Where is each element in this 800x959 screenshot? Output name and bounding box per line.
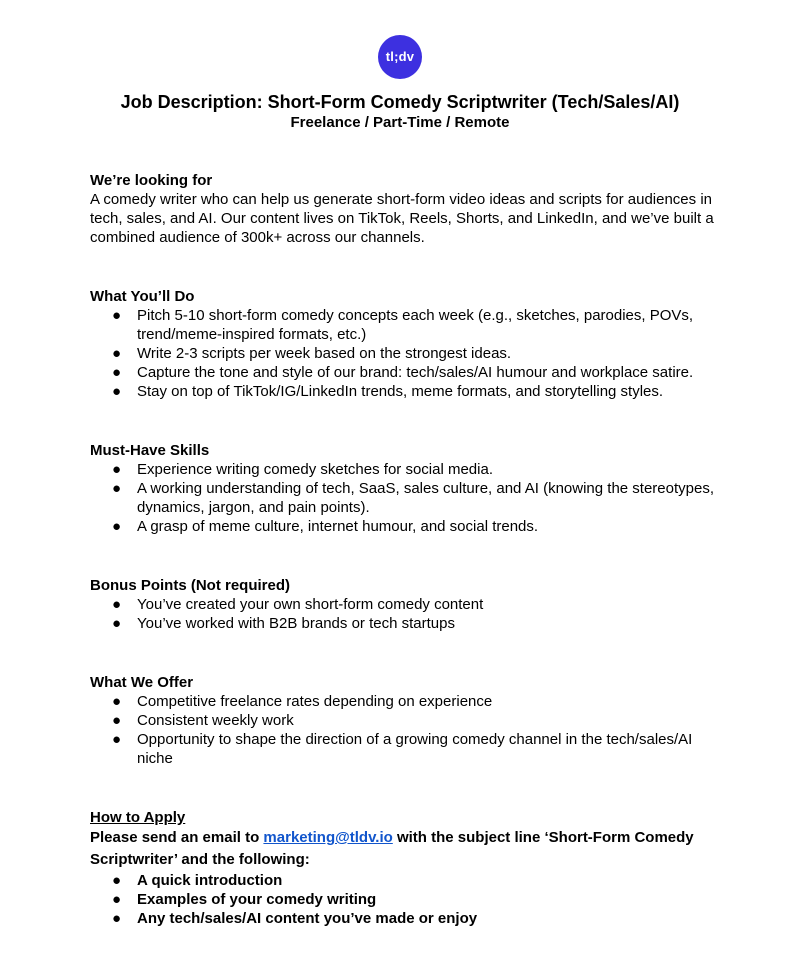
- section-heading: Bonus Points (Not required): [90, 577, 290, 594]
- bullet-icon: ●: [112, 712, 122, 729]
- bullet-icon: ●: [112, 480, 122, 497]
- list-item: ● A grasp of meme culture, internet humour, and social trends.: [112, 518, 539, 535]
- section-heading: What We Offer: [90, 674, 194, 691]
- section-heading: What You’ll Do: [90, 288, 195, 305]
- bullet-list: [90, 595, 715, 633]
- list-item: ● Pitch 5-10 short-form comedy concepts each week (e.g., sketches, parodies, POVs, trend/meme-inspired formats, etc.): [112, 307, 694, 343]
- section-bonus: [90, 576, 715, 633]
- bullet-list: [90, 460, 715, 536]
- bullet-list: [90, 871, 715, 928]
- list-item: ● Stay on top of TikTok/IG/LinkedIn trends, meme formats, and storytelling styles.: [112, 383, 664, 400]
- apply-instructions: Please send an email to marketing@tldv.io with the subject line ‘Short-Form Comedy Scriptwriter’ and the following:: [90, 829, 694, 868]
- bullet-icon: ●: [112, 872, 122, 889]
- bullet-list: [90, 306, 715, 401]
- list-item: ● Examples of your comedy writing: [112, 891, 377, 908]
- list-item: ● Write 2-3 scripts per week based on the strongest ideas.: [112, 345, 512, 362]
- bullet-icon: ●: [112, 383, 122, 400]
- section-looking-for: [90, 171, 715, 247]
- section-how-to-apply: [90, 808, 715, 928]
- page-title: Job Description: Short-Form Comedy Scriptwriter (Tech/Sales/AI): [120, 92, 680, 112]
- section-heading: We’re looking for: [90, 172, 213, 189]
- list-item: ● You’ve created your own short-form comedy content: [112, 596, 484, 613]
- bullet-list: [90, 692, 715, 768]
- bullet-icon: ●: [112, 910, 122, 927]
- section-paragraph: A comedy writer who can help us generate short-form video ideas and scripts for audiences in tech, sales, and AI. Our content lives on TikTok, Reels, Shorts, and LinkedIn, and we’ve built a combined audience of 300k+ across our channels.: [90, 191, 714, 246]
- list-item: ● A quick introduction: [112, 872, 283, 889]
- list-item: ● Experience writing comedy sketches for social media.: [112, 461, 493, 478]
- list-item: ● Consistent weekly work: [112, 712, 294, 729]
- section-offer: [90, 673, 715, 768]
- tldv-logo: tl;dv: [378, 35, 422, 79]
- bullet-icon: ●: [112, 693, 122, 710]
- bullet-icon: ●: [112, 518, 122, 535]
- list-item: ● Opportunity to shape the direction of a growing comedy channel in the tech/sales/AI niche: [112, 731, 693, 767]
- email-link[interactable]: marketing@tldv.io: [263, 829, 393, 846]
- section-must-have: [90, 441, 715, 536]
- list-item: ● You’ve worked with B2B brands or tech startups: [112, 615, 455, 632]
- section-heading: How to Apply: [90, 809, 186, 826]
- bullet-icon: ●: [112, 461, 122, 478]
- list-item: ● A working understanding of tech, SaaS, sales culture, and AI (knowing the stereotypes, dynamics, jargon, and pain points).: [112, 480, 715, 516]
- bullet-icon: ●: [112, 615, 122, 632]
- list-item: ● Any tech/sales/AI content you’ve made or enjoy: [112, 910, 478, 927]
- bullet-icon: ●: [112, 731, 122, 748]
- section-what-you-do: [90, 287, 715, 401]
- list-item: ● Competitive freelance rates depending on experience: [112, 693, 493, 710]
- page-subtitle: Freelance / Part-Time / Remote: [290, 114, 510, 131]
- bullet-icon: ●: [112, 364, 122, 381]
- bullet-icon: ●: [112, 345, 122, 362]
- list-item: ● Capture the tone and style of our brand: tech/sales/AI humour and workplace satire.: [112, 364, 694, 381]
- bullet-icon: ●: [112, 891, 122, 908]
- section-heading: Must-Have Skills: [90, 442, 210, 459]
- bullet-icon: ●: [112, 596, 122, 613]
- bullet-icon: ●: [112, 307, 122, 324]
